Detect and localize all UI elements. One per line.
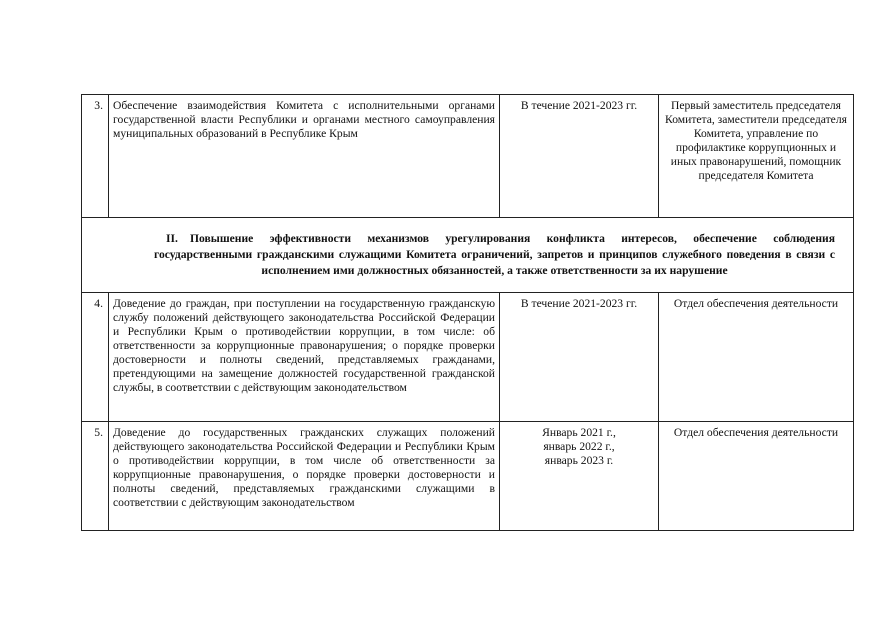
responsible-party: Первый заместитель председателя Комитета, заместители председателя Комитета, управление по профилактике коррупционных и иных правонарушений, помощник председателя Комитета (659, 95, 854, 218)
section-heading (90, 231, 845, 279)
term-line: Январь 2021 г., (542, 426, 616, 439)
section-title: Повышение эффективности механизмов урегулирования конфликта интересов, обеспечение соблюдения государственными гражданскими служащими Комитета ограничений, запретов и принципов служебного поведения в связи с исполнением ими должностных обязанностей, а также ответственности за их нарушение (154, 232, 835, 277)
section-header-row (82, 218, 854, 293)
execution-term: В течение 2021-2023 гг. (500, 293, 659, 422)
row-number: 3. (82, 95, 109, 218)
term-line: январь 2023 г. (544, 454, 614, 467)
measure-description: Доведение до государственных гражданских служащих положений действующего законодательства Российской Федерации и Республики Крым о противодействии коррупции, в том числе об ответственности за коррупционные правонарушения, о порядке проверки достоверности и полноты сведений, представляемых гражданскими служащими в соответствии с действующим законодательством (109, 422, 500, 531)
measure-description: Доведение до граждан, при поступлении на государственную гражданскую службу положений действующего законодательства Российской Федерации и Республики Крым о противодействии коррупции, в том числе: об ответственности за коррупционные правонарушения; о порядке проверки достоверности и полноты сведений, представляемых гражданами, претендующими на замещение должностей государственной гражданской службы, в соответствии с действующим законодательством (109, 293, 500, 422)
measure-description: Обеспечение взаимодействия Комитета с исполнительными органами государственной власти Республики и органами местного самоуправления муниципальных образований в Республике Крым (109, 95, 500, 218)
row-number: 5. (82, 422, 109, 531)
section-header-cell (82, 218, 854, 293)
term-line: январь 2022 г., (543, 440, 615, 453)
table-row (82, 422, 854, 531)
table-row (82, 293, 854, 422)
table-row (82, 95, 854, 218)
action-plan-table (81, 94, 854, 531)
row-number: 4. (82, 293, 109, 422)
execution-term: В течение 2021-2023 гг. (500, 95, 659, 218)
execution-term (500, 422, 659, 531)
responsible-party: Отдел обеспечения деятельности (659, 422, 854, 531)
responsible-party: Отдел обеспечения деятельности (659, 293, 854, 422)
section-number: II. (166, 232, 178, 245)
